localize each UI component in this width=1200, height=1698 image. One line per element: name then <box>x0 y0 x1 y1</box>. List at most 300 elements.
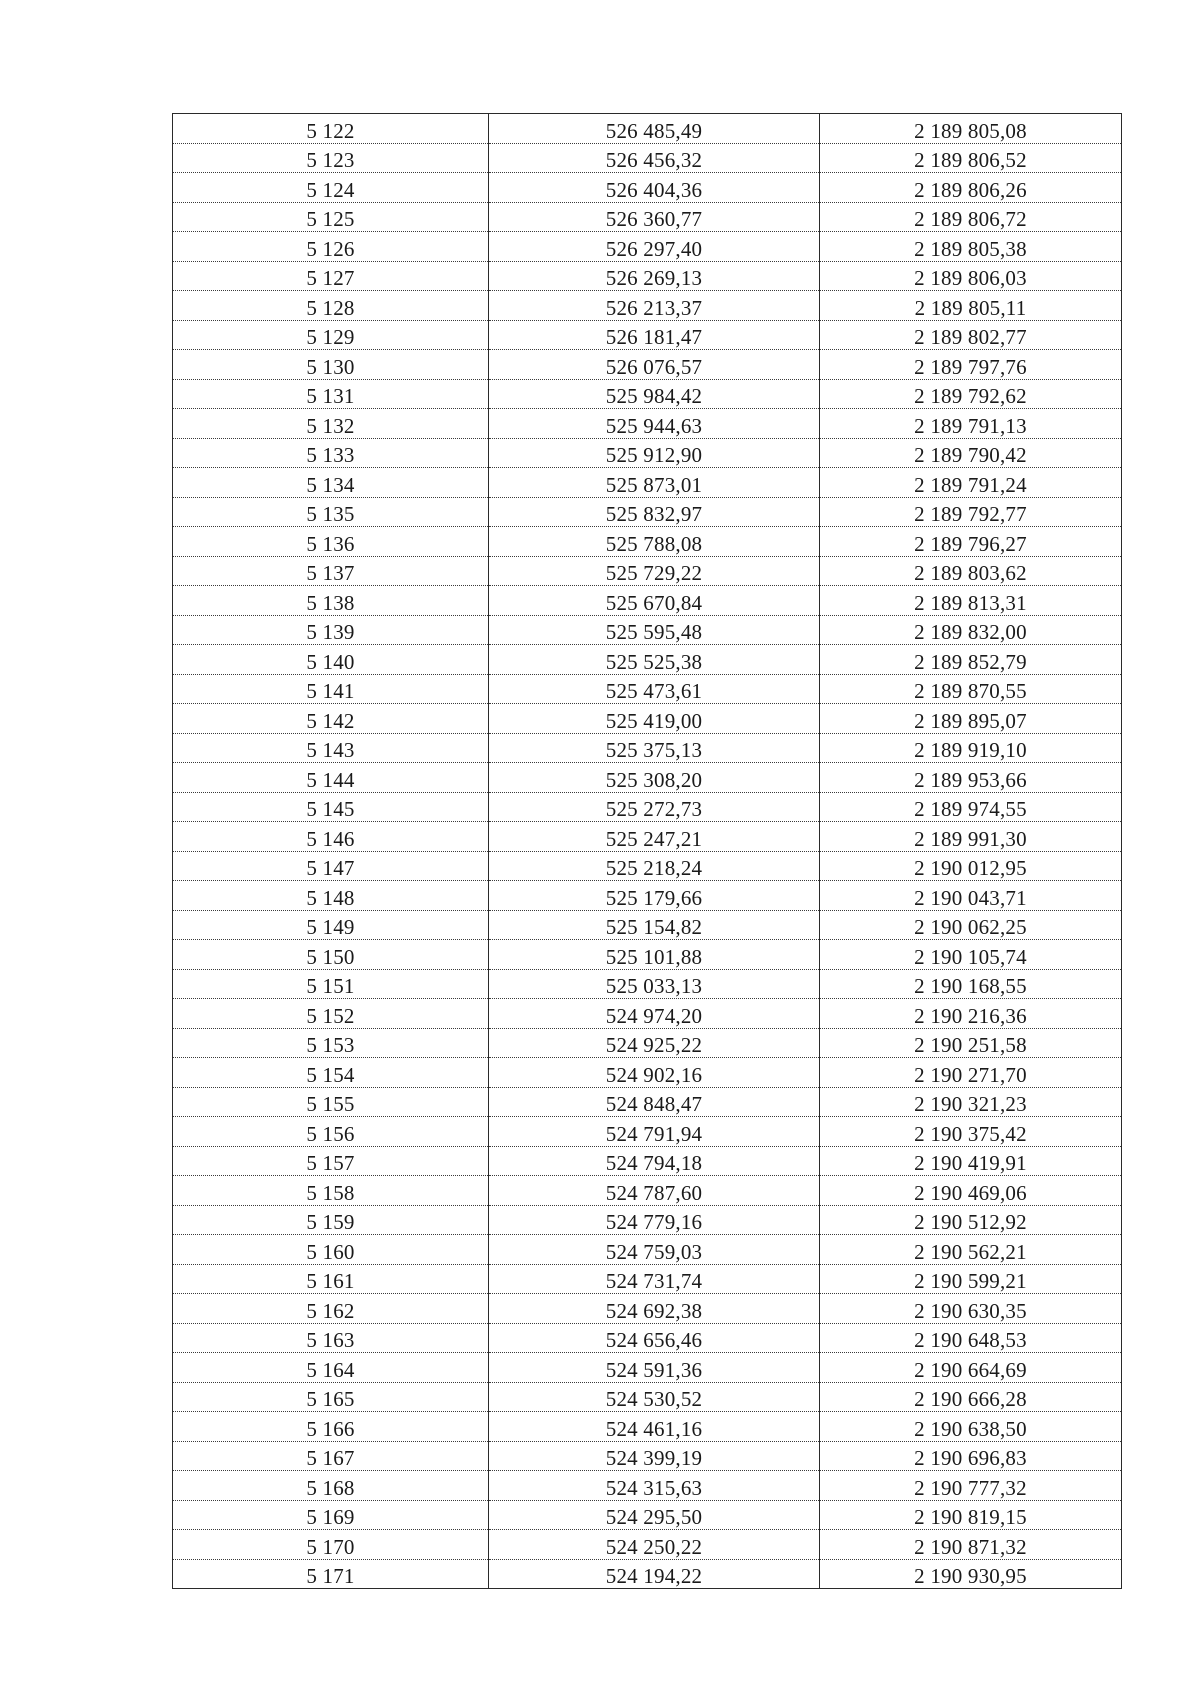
y-coordinate-cell <box>820 1264 1122 1294</box>
cell-value: 524 656,46 <box>605 1328 703 1352</box>
point-number-cell <box>173 674 489 704</box>
cell-value: 524 692,38 <box>605 1298 703 1323</box>
cell-value: 2 189 792,77 <box>914 502 1027 526</box>
cell-value: 526 360,77 <box>605 207 703 231</box>
cell-value: 2 190 043,71 <box>914 885 1027 910</box>
x-coordinate-cell <box>489 733 820 763</box>
cell-value: 2 189 790,42 <box>914 443 1027 467</box>
table-row <box>173 910 1122 940</box>
x-coordinate-cell <box>489 409 820 439</box>
cell-value: 524 787,60 <box>605 1180 703 1205</box>
table-row <box>173 1058 1122 1088</box>
cell-value: 5 144 <box>306 767 355 792</box>
y-coordinate-cell <box>820 733 1122 763</box>
cell-value: 525 272,73 <box>605 797 703 821</box>
y-coordinate-cell <box>820 1235 1122 1265</box>
cell-value: 5 122 <box>306 118 355 143</box>
cell-value: 525 912,90 <box>605 443 703 467</box>
coordinates-table <box>172 113 1122 1589</box>
table-row <box>173 1530 1122 1560</box>
table-row <box>173 763 1122 793</box>
cell-value: 2 190 062,25 <box>914 915 1027 939</box>
cell-value: 5 150 <box>306 944 355 969</box>
x-coordinate-cell <box>489 350 820 380</box>
cell-value: 5 167 <box>306 1446 355 1470</box>
y-coordinate-cell <box>820 527 1122 557</box>
point-number-cell <box>173 1176 489 1206</box>
cell-value: 525 419,00 <box>605 708 703 733</box>
cell-value: 524 779,16 <box>605 1210 703 1234</box>
cell-value: 524 759,03 <box>605 1239 703 1264</box>
y-coordinate-cell <box>820 940 1122 970</box>
y-coordinate-cell <box>820 674 1122 704</box>
cell-value: 526 404,36 <box>605 177 703 202</box>
table-row <box>173 527 1122 557</box>
cell-value: 2 190 819,15 <box>914 1505 1027 1529</box>
point-number-cell <box>173 999 489 1029</box>
cell-value: 524 250,22 <box>605 1534 703 1559</box>
table-row <box>173 1264 1122 1294</box>
point-number-cell <box>173 1500 489 1530</box>
cell-value: 2 190 562,21 <box>914 1239 1027 1264</box>
y-coordinate-cell <box>820 114 1122 144</box>
cell-value: 526 269,13 <box>605 266 703 290</box>
y-coordinate-cell <box>820 645 1122 675</box>
table-row <box>173 733 1122 763</box>
point-number-cell <box>173 291 489 321</box>
cell-value: 525 218,24 <box>605 856 703 880</box>
point-number-cell <box>173 409 489 439</box>
point-number-cell <box>173 527 489 557</box>
x-coordinate-cell <box>489 1205 820 1235</box>
cell-value: 525 154,82 <box>605 915 703 939</box>
cell-value: 526 181,47 <box>605 325 703 349</box>
cell-value: 2 190 512,92 <box>914 1210 1027 1234</box>
x-coordinate-cell <box>489 881 820 911</box>
x-coordinate-cell <box>489 468 820 498</box>
point-number-cell <box>173 1146 489 1176</box>
point-number-cell <box>173 1058 489 1088</box>
cell-value: 5 137 <box>306 561 355 585</box>
point-number-cell <box>173 1412 489 1442</box>
y-coordinate-cell <box>820 1530 1122 1560</box>
point-number-cell <box>173 232 489 262</box>
cell-value: 2 189 974,55 <box>914 797 1027 821</box>
y-coordinate-cell <box>820 763 1122 793</box>
y-coordinate-cell <box>820 438 1122 468</box>
point-number-cell <box>173 1471 489 1501</box>
table-row <box>173 1353 1122 1383</box>
point-number-cell <box>173 468 489 498</box>
point-number-cell <box>173 1294 489 1324</box>
x-coordinate-cell <box>489 1530 820 1560</box>
x-coordinate-cell <box>489 1441 820 1471</box>
cell-value: 2 190 469,06 <box>914 1180 1027 1205</box>
y-coordinate-cell <box>820 969 1122 999</box>
table-row <box>173 1117 1122 1147</box>
cell-value: 2 190 666,28 <box>914 1387 1027 1411</box>
y-coordinate-cell <box>820 615 1122 645</box>
point-number-cell <box>173 881 489 911</box>
x-coordinate-cell <box>489 1087 820 1117</box>
y-coordinate-cell <box>820 291 1122 321</box>
y-coordinate-cell <box>820 1087 1122 1117</box>
x-coordinate-cell <box>489 822 820 852</box>
x-coordinate-cell <box>489 556 820 586</box>
cell-value: 525 984,42 <box>605 384 703 408</box>
cell-value: 5 163 <box>306 1328 355 1352</box>
x-coordinate-cell <box>489 645 820 675</box>
cell-value: 5 155 <box>306 1092 355 1116</box>
x-coordinate-cell <box>489 1028 820 1058</box>
x-coordinate-cell <box>489 999 820 1029</box>
point-number-cell <box>173 851 489 881</box>
y-coordinate-cell <box>820 409 1122 439</box>
cell-value: 524 848,47 <box>605 1092 703 1116</box>
cell-value: 5 141 <box>306 679 355 703</box>
cell-value: 525 247,21 <box>605 826 703 851</box>
cell-value: 5 153 <box>306 1033 355 1057</box>
cell-value: 2 189 806,26 <box>914 177 1027 202</box>
point-number-cell <box>173 173 489 203</box>
cell-value: 2 190 696,83 <box>914 1446 1027 1470</box>
cell-value: 5 127 <box>306 266 355 290</box>
cell-value: 2 190 777,32 <box>914 1475 1027 1500</box>
y-coordinate-cell <box>820 1323 1122 1353</box>
x-coordinate-cell <box>489 1058 820 1088</box>
x-coordinate-cell <box>489 1176 820 1206</box>
table-row <box>173 143 1122 173</box>
cell-value: 525 308,20 <box>605 767 703 792</box>
table-row <box>173 1294 1122 1324</box>
y-coordinate-cell <box>820 1205 1122 1235</box>
y-coordinate-cell <box>820 379 1122 409</box>
cell-value: 2 190 648,53 <box>914 1328 1027 1352</box>
table-row <box>173 291 1122 321</box>
cell-value: 2 189 802,77 <box>914 325 1027 349</box>
cell-value: 524 794,18 <box>605 1151 703 1175</box>
y-coordinate-cell <box>820 173 1122 203</box>
cell-value: 2 190 419,91 <box>914 1151 1027 1175</box>
x-coordinate-cell <box>489 1412 820 1442</box>
table-row <box>173 969 1122 999</box>
cell-value: 5 146 <box>306 826 355 851</box>
point-number-cell <box>173 645 489 675</box>
y-coordinate-cell <box>820 468 1122 498</box>
cell-value: 2 190 375,42 <box>914 1121 1027 1146</box>
table-row <box>173 320 1122 350</box>
cell-value: 524 461,16 <box>605 1416 703 1441</box>
cell-value: 5 162 <box>306 1298 355 1323</box>
cell-value: 524 902,16 <box>605 1062 703 1087</box>
table-row <box>173 1087 1122 1117</box>
cell-value: 5 131 <box>306 384 355 408</box>
table-row <box>173 1500 1122 1530</box>
y-coordinate-cell <box>820 320 1122 350</box>
cell-value: 524 731,74 <box>605 1269 703 1293</box>
x-coordinate-cell <box>489 586 820 616</box>
cell-value: 2 189 813,31 <box>914 590 1027 615</box>
table-row <box>173 615 1122 645</box>
cell-value: 2 190 638,50 <box>914 1416 1027 1441</box>
table-row <box>173 202 1122 232</box>
y-coordinate-cell <box>820 1382 1122 1412</box>
cell-value: 2 190 168,55 <box>914 974 1027 998</box>
cell-value: 2 189 791,24 <box>914 472 1027 497</box>
y-coordinate-cell <box>820 1058 1122 1088</box>
point-number-cell <box>173 1530 489 1560</box>
y-coordinate-cell <box>820 143 1122 173</box>
point-number-cell <box>173 1559 489 1589</box>
cell-value: 5 157 <box>306 1151 355 1175</box>
cell-value: 5 132 <box>306 413 355 438</box>
x-coordinate-cell <box>489 1294 820 1324</box>
point-number-cell <box>173 1441 489 1471</box>
cell-value: 2 189 919,10 <box>914 738 1027 762</box>
y-coordinate-cell <box>820 261 1122 291</box>
table-row <box>173 350 1122 380</box>
x-coordinate-cell <box>489 704 820 734</box>
y-coordinate-cell <box>820 1500 1122 1530</box>
x-coordinate-cell <box>489 1559 820 1589</box>
cell-value: 2 190 599,21 <box>914 1269 1027 1293</box>
cell-value: 524 925,22 <box>605 1033 703 1057</box>
point-number-cell <box>173 1382 489 1412</box>
table-row <box>173 1176 1122 1206</box>
table-row <box>173 173 1122 203</box>
cell-value: 5 126 <box>306 236 355 261</box>
y-coordinate-cell <box>820 1353 1122 1383</box>
cell-value: 5 166 <box>306 1416 355 1441</box>
table-row <box>173 556 1122 586</box>
cell-value: 524 530,52 <box>605 1387 703 1411</box>
y-coordinate-cell <box>820 851 1122 881</box>
point-number-cell <box>173 1028 489 1058</box>
table-row <box>173 645 1122 675</box>
cell-value: 5 145 <box>306 797 355 821</box>
x-coordinate-cell <box>489 792 820 822</box>
cell-value: 524 791,94 <box>605 1121 703 1146</box>
point-number-cell <box>173 261 489 291</box>
point-number-cell <box>173 438 489 468</box>
cell-value: 525 033,13 <box>605 974 703 998</box>
cell-value: 524 315,63 <box>605 1475 703 1500</box>
point-number-cell <box>173 969 489 999</box>
table-row <box>173 1382 1122 1412</box>
table-row <box>173 1559 1122 1589</box>
cell-value: 2 189 852,79 <box>914 649 1027 674</box>
y-coordinate-cell <box>820 792 1122 822</box>
cell-value: 5 170 <box>306 1534 355 1559</box>
cell-value: 5 165 <box>306 1387 355 1411</box>
cell-value: 524 974,20 <box>605 1003 703 1028</box>
x-coordinate-cell <box>489 497 820 527</box>
cell-value: 2 189 797,76 <box>914 354 1027 379</box>
point-number-cell <box>173 497 489 527</box>
cell-value: 2 190 216,36 <box>914 1003 1027 1028</box>
point-number-cell <box>173 1117 489 1147</box>
cell-value: 2 190 630,35 <box>914 1298 1027 1323</box>
x-coordinate-cell <box>489 674 820 704</box>
x-coordinate-cell <box>489 261 820 291</box>
table-row <box>173 999 1122 1029</box>
table-row <box>173 232 1122 262</box>
y-coordinate-cell <box>820 1441 1122 1471</box>
table-row <box>173 1323 1122 1353</box>
point-number-cell <box>173 320 489 350</box>
point-number-cell <box>173 733 489 763</box>
x-coordinate-cell <box>489 969 820 999</box>
cell-value: 2 189 791,13 <box>914 413 1027 438</box>
cell-value: 5 138 <box>306 590 355 615</box>
cell-value: 5 158 <box>306 1180 355 1205</box>
cell-value: 525 179,66 <box>605 885 703 910</box>
table-row <box>173 261 1122 291</box>
cell-value: 5 125 <box>306 207 355 231</box>
y-coordinate-cell <box>820 1559 1122 1589</box>
cell-value: 2 189 792,62 <box>914 384 1027 408</box>
table-row <box>173 792 1122 822</box>
cell-value: 5 139 <box>306 620 355 644</box>
cell-value: 526 485,49 <box>605 118 703 143</box>
point-number-cell <box>173 556 489 586</box>
cell-value: 2 189 805,08 <box>914 118 1027 143</box>
x-coordinate-cell <box>489 1117 820 1147</box>
point-number-cell <box>173 586 489 616</box>
point-number-cell <box>173 143 489 173</box>
table-row <box>173 1412 1122 1442</box>
point-number-cell <box>173 202 489 232</box>
x-coordinate-cell <box>489 1146 820 1176</box>
cell-value: 5 140 <box>306 649 355 674</box>
y-coordinate-cell <box>820 999 1122 1029</box>
cell-value: 525 832,97 <box>605 502 703 526</box>
x-coordinate-cell <box>489 615 820 645</box>
table-row <box>173 940 1122 970</box>
table-row <box>173 674 1122 704</box>
point-number-cell <box>173 704 489 734</box>
cell-value: 524 295,50 <box>605 1505 703 1529</box>
cell-value: 5 164 <box>306 1357 355 1382</box>
cell-value: 5 133 <box>306 443 355 467</box>
cell-value: 2 190 871,32 <box>914 1534 1027 1559</box>
y-coordinate-cell <box>820 1412 1122 1442</box>
cell-value: 2 190 321,23 <box>914 1092 1027 1116</box>
table-row <box>173 1471 1122 1501</box>
cell-value: 5 142 <box>306 708 355 733</box>
x-coordinate-cell <box>489 379 820 409</box>
x-coordinate-cell <box>489 232 820 262</box>
table-row <box>173 1146 1122 1176</box>
table-row <box>173 586 1122 616</box>
x-coordinate-cell <box>489 1353 820 1383</box>
cell-value: 5 156 <box>306 1121 355 1146</box>
cell-value: 5 152 <box>306 1003 355 1028</box>
cell-value: 5 160 <box>306 1239 355 1264</box>
y-coordinate-cell <box>820 822 1122 852</box>
table-row <box>173 468 1122 498</box>
x-coordinate-cell <box>489 438 820 468</box>
cell-value: 526 213,37 <box>605 295 703 320</box>
y-coordinate-cell <box>820 556 1122 586</box>
cell-value: 5 128 <box>306 295 355 320</box>
point-number-cell <box>173 822 489 852</box>
table-row <box>173 114 1122 144</box>
x-coordinate-cell <box>489 851 820 881</box>
cell-value: 2 189 796,27 <box>914 531 1027 556</box>
cell-value: 2 190 105,74 <box>914 944 1027 969</box>
point-number-cell <box>173 114 489 144</box>
cell-value: 525 729,22 <box>605 561 703 585</box>
x-coordinate-cell <box>489 910 820 940</box>
cell-value: 5 130 <box>306 354 355 379</box>
table-row <box>173 379 1122 409</box>
x-coordinate-cell <box>489 527 820 557</box>
cell-value: 5 124 <box>306 177 355 202</box>
cell-value: 525 944,63 <box>605 413 703 438</box>
y-coordinate-cell <box>820 350 1122 380</box>
cell-value: 2 189 805,11 <box>914 295 1027 320</box>
cell-value: 525 595,48 <box>605 620 703 644</box>
y-coordinate-cell <box>820 1471 1122 1501</box>
cell-value: 2 189 870,55 <box>914 679 1027 703</box>
x-coordinate-cell <box>489 1500 820 1530</box>
y-coordinate-cell <box>820 1028 1122 1058</box>
coordinates-table-body <box>173 114 1122 1589</box>
table-row <box>173 1441 1122 1471</box>
cell-value: 5 168 <box>306 1475 355 1500</box>
cell-value: 5 134 <box>306 472 355 497</box>
y-coordinate-cell <box>820 232 1122 262</box>
cell-value: 5 154 <box>306 1062 355 1087</box>
table-row <box>173 1235 1122 1265</box>
cell-value: 525 873,01 <box>605 472 703 497</box>
cell-value: 525 375,13 <box>605 738 703 762</box>
cell-value: 526 076,57 <box>605 354 703 379</box>
cell-value: 5 136 <box>306 531 355 556</box>
x-coordinate-cell <box>489 1323 820 1353</box>
y-coordinate-cell <box>820 497 1122 527</box>
y-coordinate-cell <box>820 1117 1122 1147</box>
table-row <box>173 822 1122 852</box>
x-coordinate-cell <box>489 143 820 173</box>
cell-value: 525 670,84 <box>605 590 703 615</box>
x-coordinate-cell <box>489 763 820 793</box>
cell-value: 2 189 991,30 <box>914 826 1027 851</box>
cell-value: 5 151 <box>306 974 355 998</box>
y-coordinate-cell <box>820 881 1122 911</box>
point-number-cell <box>173 350 489 380</box>
y-coordinate-cell <box>820 910 1122 940</box>
cell-value: 5 149 <box>306 915 355 939</box>
point-number-cell <box>173 910 489 940</box>
point-number-cell <box>173 615 489 645</box>
x-coordinate-cell <box>489 291 820 321</box>
point-number-cell <box>173 1205 489 1235</box>
cell-value: 525 101,88 <box>605 944 703 969</box>
cell-value: 5 143 <box>306 738 355 762</box>
x-coordinate-cell <box>489 940 820 970</box>
table-row <box>173 881 1122 911</box>
cell-value: 2 190 012,95 <box>914 856 1027 880</box>
x-coordinate-cell <box>489 114 820 144</box>
cell-value: 5 169 <box>306 1505 355 1529</box>
y-coordinate-cell <box>820 704 1122 734</box>
document-page <box>172 113 1121 1589</box>
table-row <box>173 1028 1122 1058</box>
cell-value: 2 190 271,70 <box>914 1062 1027 1087</box>
x-coordinate-cell <box>489 320 820 350</box>
